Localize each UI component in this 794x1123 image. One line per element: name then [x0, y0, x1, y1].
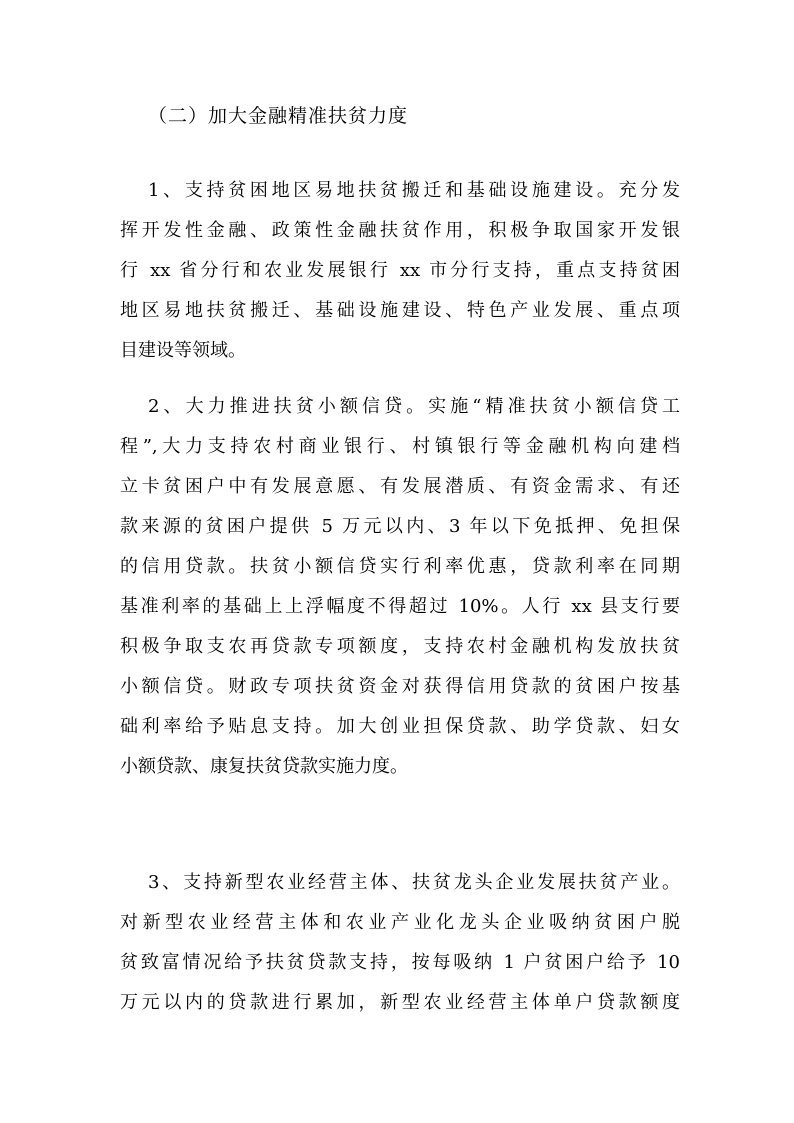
paragraph-line: 3、支持新型农业经营主体、扶贫龙头企业发展扶贫产业。 [148, 872, 680, 893]
paragraph-3 [120, 863, 680, 1023]
paragraph-2 [120, 387, 680, 787]
paragraph-line: 款来源的贫困户提供 5 万元以内、3 年以下免抵押、免担保 [120, 516, 680, 537]
section-heading: （二）加大金融精准扶贫力度 [148, 105, 409, 127]
paragraph-line: 小额信贷。财政专项扶贫资金对获得信用贷款的贫困户按基 [120, 676, 680, 697]
paragraph-line: 行 xx 省分行和农业发展银行 xx 市分行支持，重点支持贫困 [120, 260, 680, 281]
paragraph-line: 1、支持贫困地区易地扶贫搬迁和基础设施建设。充分发 [148, 180, 680, 201]
paragraph-line: 基准利率的基础上上浮幅度不得超过 10%。人行 xx 县支行要 [120, 596, 680, 617]
paragraph-line: 目建设等领域。 [120, 340, 246, 361]
paragraph-line: 挥开发性金融、政策性金融扶贫作用，积极争取国家开发银 [120, 220, 680, 241]
paragraph-line: 2、大力推进扶贫小额信贷。实施“精准扶贫小额信贷工 [148, 396, 680, 417]
paragraph-line: 的信用贷款。扶贫小额信贷实行利率优惠，贷款利率在同期 [120, 556, 680, 577]
paragraph-1 [120, 171, 680, 371]
paragraph-line: 小额贷款、康复扶贫贷款实施力度。 [120, 756, 408, 777]
paragraph-line: 立卡贫困户中有发展意愿、有发展潜质、有资金需求、有还 [120, 476, 680, 497]
paragraph-line: 万元以内的贷款进行累加，新型农业经营主体单户贷款额度 [120, 992, 680, 1013]
paragraph-line: 程”,大力支持农村商业银行、村镇银行等金融机构向建档 [120, 436, 680, 457]
paragraph-line: 础利率给予贴息支持。加大创业担保贷款、助学贷款、妇女 [120, 716, 680, 737]
paragraph-line: 积极争取支农再贷款专项额度，支持农村金融机构发放扶贫 [120, 636, 680, 657]
paragraph-line: 地区易地扶贫搬迁、基础设施建设、特色产业发展、重点项 [120, 300, 680, 321]
paragraph-line: 对新型农业经营主体和农业产业化龙头企业吸纳贫困户脱 [120, 912, 680, 933]
paragraph-line: 贫致富情况给予扶贫贷款支持，按每吸纳 1 户贫困户给予 10 [120, 952, 680, 973]
